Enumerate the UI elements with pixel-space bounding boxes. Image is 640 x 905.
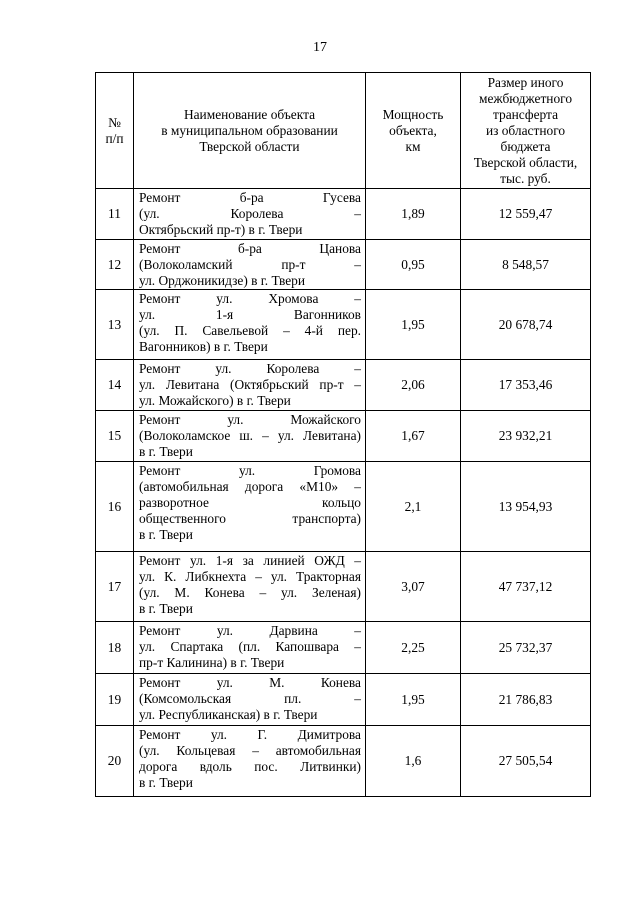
row-number: 13 <box>96 290 134 360</box>
object-power: 2,25 <box>366 622 461 674</box>
header-name <box>134 73 366 189</box>
table-row <box>96 726 591 797</box>
row-number: 17 <box>96 552 134 622</box>
object-name-line: ул. К. Либкнехта – ул. Тракторная <box>139 569 361 584</box>
row-number: 14 <box>96 360 134 411</box>
header-transfer-line: бюджета <box>500 138 551 154</box>
object-name <box>134 240 366 290</box>
transfer-amount: 20 678,74 <box>461 290 591 360</box>
object-name <box>134 411 366 462</box>
object-name-line: Ремонт ул. Можайского <box>139 412 361 427</box>
header-transfer-line: Тверской области, <box>473 154 578 170</box>
object-power: 1,89 <box>366 189 461 240</box>
object-power: 3,07 <box>366 552 461 622</box>
object-name-line: Ремонт ул. Г. Димитрова <box>139 727 361 742</box>
table-body <box>96 189 591 797</box>
object-name-line: в г. Твери <box>139 601 193 616</box>
row-number: 16 <box>96 462 134 552</box>
object-name-line: (Волоколамское ш. – ул. Левитана) <box>139 428 361 443</box>
header-power-line: км <box>405 138 421 154</box>
object-power: 2,06 <box>366 360 461 411</box>
object-name-line: Ремонт б-ра Гусева <box>139 190 361 205</box>
object-power: 1,6 <box>366 726 461 797</box>
object-name-line: ул. Орджоникидзе) в г. Твери <box>139 273 306 288</box>
object-name-line: (ул. П. Савельевой – 4-й пер. <box>139 323 361 338</box>
object-name <box>134 622 366 674</box>
header-power-line: Мощность <box>382 106 444 122</box>
table-header-row <box>96 73 591 189</box>
object-name-line: (ул. М. Конева – ул. Зеленая) <box>139 585 361 600</box>
header-transfer-line: трансферта <box>492 106 559 122</box>
object-name-line: ул. Можайского) в г. Твери <box>139 393 291 408</box>
header-power <box>366 73 461 189</box>
object-name <box>134 726 366 797</box>
row-number: 18 <box>96 622 134 674</box>
header-transfer-line: Размер иного <box>487 74 564 90</box>
object-name <box>134 290 366 360</box>
object-name <box>134 360 366 411</box>
object-name-line: Ремонт ул. М. Конева <box>139 675 361 690</box>
object-name-line: разворотное кольцо <box>139 495 361 510</box>
table-row <box>96 462 591 552</box>
row-number: 12 <box>96 240 134 290</box>
object-name-line: в г. Твери <box>139 775 193 790</box>
header-transfer-line: из областного <box>485 122 566 138</box>
object-name <box>134 189 366 240</box>
object-name-line: в г. Твери <box>139 444 193 459</box>
objects-table <box>95 72 591 797</box>
header-transfer-line: тыс. руб. <box>500 170 551 186</box>
object-name-line: (автомобильная дорога «М10» – <box>139 479 361 494</box>
header-name-line: Тверской области <box>199 138 300 154</box>
object-name-line: (ул. Кольцевая – автомобильная <box>139 743 361 758</box>
object-name-line: пр-т Калинина) в г. Твери <box>139 655 285 670</box>
header-num-line: № <box>108 114 121 130</box>
transfer-amount: 23 932,21 <box>461 411 591 462</box>
object-name-line: Вагонников) в г. Твери <box>139 339 268 354</box>
object-name-line: (Комсомольская пл. – <box>139 691 361 706</box>
table-row <box>96 411 591 462</box>
transfer-amount: 12 559,47 <box>461 189 591 240</box>
object-name-line: ул. Спартака (пл. Капошвара – <box>139 639 361 654</box>
table-row <box>96 622 591 674</box>
header-num <box>96 73 134 189</box>
table-row <box>96 674 591 726</box>
row-number: 15 <box>96 411 134 462</box>
object-name-line: ул. Левитана (Октябрьский пр-т – <box>139 377 361 392</box>
object-name-line: Ремонт ул. Королева – <box>139 361 361 376</box>
transfer-amount: 25 732,37 <box>461 622 591 674</box>
transfer-amount: 8 548,57 <box>461 240 591 290</box>
row-number: 11 <box>96 189 134 240</box>
transfer-amount: 21 786,83 <box>461 674 591 726</box>
header-name-line: Наименование объекта <box>183 106 316 122</box>
table-row <box>96 240 591 290</box>
table-row <box>96 552 591 622</box>
object-power: 1,67 <box>366 411 461 462</box>
object-name <box>134 674 366 726</box>
object-name-line: Ремонт ул. 1-я за линией ОЖД – <box>139 553 361 568</box>
table-row <box>96 290 591 360</box>
header-num-line: п/п <box>105 130 124 146</box>
object-name-line: Ремонт ул. Громова <box>139 463 361 478</box>
object-name-line: в г. Твери <box>139 527 193 542</box>
object-name-line: Ремонт ул. Дарвина – <box>139 623 361 638</box>
header-power-line: объекта, <box>389 122 437 138</box>
header-name-line: в муниципальном образовании <box>161 122 338 138</box>
page-number: 17 <box>313 40 327 55</box>
transfer-amount: 27 505,54 <box>461 726 591 797</box>
object-name <box>134 552 366 622</box>
object-name-line: общественного транспорта) <box>139 511 361 526</box>
object-power: 1,95 <box>366 674 461 726</box>
transfer-amount: 17 353,46 <box>461 360 591 411</box>
header-transfer-line: межбюджетного <box>478 90 573 106</box>
object-name <box>134 462 366 552</box>
transfer-amount: 47 737,12 <box>461 552 591 622</box>
object-name-line: Ремонт ул. Хромова – <box>139 291 361 306</box>
object-power: 2,1 <box>366 462 461 552</box>
object-name-line: ул. Республиканская) в г. Твери <box>139 707 318 722</box>
row-number: 20 <box>96 726 134 797</box>
object-name-line: дорога вдоль пос. Литвинки) <box>139 759 361 774</box>
table-row <box>96 360 591 411</box>
row-number: 19 <box>96 674 134 726</box>
object-name-line: (Волоколамский пр-т – <box>139 257 361 272</box>
object-name-line: Октябрьский пр-т) в г. Твери <box>139 222 303 237</box>
object-power: 0,95 <box>366 240 461 290</box>
table-row <box>96 189 591 240</box>
object-name-line: Ремонт б-ра Цанова <box>139 241 361 256</box>
object-name-line: (ул. Королева – <box>139 206 361 221</box>
header-transfer <box>461 73 591 189</box>
object-power: 1,95 <box>366 290 461 360</box>
object-name-line: ул. 1-я Вагонников <box>139 307 361 322</box>
transfer-amount: 13 954,93 <box>461 462 591 552</box>
